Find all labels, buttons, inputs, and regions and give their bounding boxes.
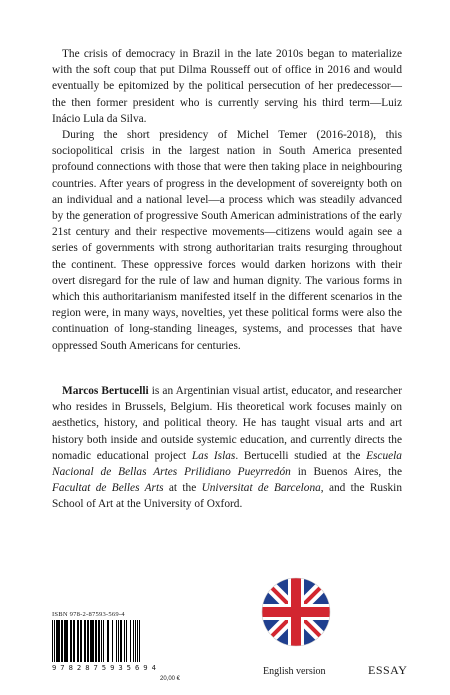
barcode-digit: 4 <box>151 663 156 672</box>
bio-text-5: , and the Ruskin School of Art at the University of Oxford. <box>52 482 402 511</box>
barcode-digit: 9 <box>143 663 148 672</box>
isbn-label: ISBN 978-2-87593-569-4 <box>52 611 125 618</box>
barcode-bars <box>52 620 192 662</box>
uk-flag-icon <box>261 577 331 647</box>
project-name: Las Islas <box>191 449 236 462</box>
isbn-barcode <box>52 611 192 672</box>
barcode-digit: 2 <box>76 663 82 672</box>
school-name-2: Facultat de Belles Arts <box>52 482 164 495</box>
price-label: 20,00 € <box>160 676 181 682</box>
genre-label: ESSAY <box>368 663 408 677</box>
barcode-digit: 5 <box>126 663 131 672</box>
blurb-paragraph-1: The crisis of democracy in Brazil in the late 2010s began to materialize with the soft coup that put Dilma Rousseff out of office in 2016 and would eventually be epitomized by the political persecution of her predecessor—the then former president who is currently serving his third term—Luiz Inácio Lula da Silva. <box>52 48 402 125</box>
bio-text-2: . Bertucelli studied at the <box>235 449 367 462</box>
barcode-digit: 8 <box>85 663 90 672</box>
barcode-digit: 6 <box>134 663 140 672</box>
barcode-digits <box>52 663 156 672</box>
barcode-digit: 7 <box>60 663 65 672</box>
school-name-1: Escuela Nacional de Bellas Artes Prilidiano Pueyrredón <box>52 449 402 479</box>
barcode-digit: 3 <box>118 663 123 672</box>
barcode-digit: 9 <box>110 663 115 672</box>
barcode-digit: 9 <box>52 663 57 672</box>
language-label: English version <box>263 666 326 677</box>
blurb-paragraph-2: During the short presidency of Michel Temer (2016-2018), this sociopolitical crisis in the largest nation in South America presented profound connections with those that were then taking place in neighbouring countries. After years of progress in the development of sovereignty both on an individual and a national level—a process which was steadily advanced by the generation of progressive South American administrations of the early 21st century and their respective movements—citizens would again see a series of governments with strong authoritarian traits resurging throughout the continent. These oppressive forces would darken horizons with their overt disregard for the rule of law and human dignity. The various forms in which this authoritarianism manifested itself in the different scenarios in the region were, in many ways, novelties, yet these political forms were also the continuation of long-standing lineages, systems, and processes that have oppressed South Americans for centuries. <box>52 129 402 352</box>
bio-text-1: is an Argentinian visual artist, educator, and researcher who resides in Brussels, Belgium. His theoretical work focuses mainly on aesthetics, history, and political theory. He has taught visual arts and art history both inside and outside systemic education, and currently directs the nomadic educational project <box>52 385 402 462</box>
barcode-bar <box>139 620 140 662</box>
bio-text-4: at the <box>163 482 202 495</box>
bio-text-3: in Buenos Aires, the <box>290 466 402 479</box>
author-bio-paragraph <box>52 383 402 513</box>
blurb-text <box>52 46 402 354</box>
author-name: Marcos Bertucelli <box>62 385 149 397</box>
barcode-digit: 7 <box>93 663 98 672</box>
barcode-digit: 8 <box>68 663 73 672</box>
author-bio <box>52 383 402 513</box>
school-name-3: Universitat de Barcelona <box>201 482 321 495</box>
barcode-digit: 5 <box>101 663 107 672</box>
